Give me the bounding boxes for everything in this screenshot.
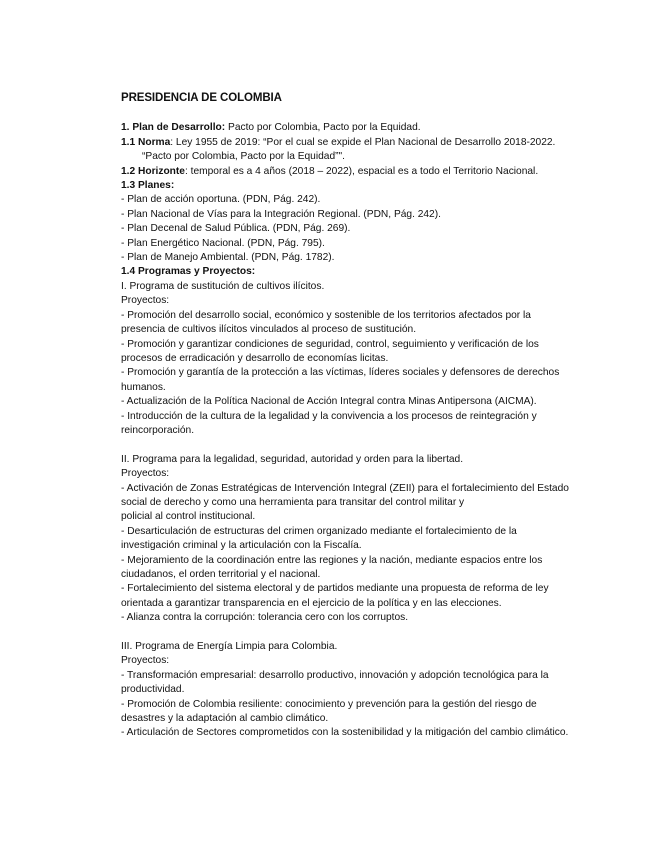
norma-text: : Ley 1955 de 2019: “Por el cual se expide el Plan Nacional de Desarrollo 2018-2022. [170, 136, 556, 148]
program3-line: - Transformación empresarial: desarrollo productivo, innovación y adopción tecnológica para la [121, 669, 549, 681]
program2-line: ciudadanos, el orden territorial y el nacional. [121, 568, 321, 580]
program2-proyectos-label: Proyectos: [121, 468, 170, 480]
program2-line: - Activación de Zonas Estratégicas de Intervención Integral (ZEII) para el fortalecimiento del Estado [121, 482, 569, 494]
program1-proyectos-label: Proyectos: [121, 295, 170, 307]
plan-item: - Plan Energético Nacional. (PDN, Pág. 795). [121, 237, 325, 249]
program2-line: - Desarticulación de estructuras del crimen organizado mediante el fortalecimiento de la [121, 525, 517, 537]
norma-line-2: “Pacto por Colombia, Pacto por la Equidad”". [142, 151, 345, 163]
horizonte-label: 1.2 Horizonte [121, 165, 185, 177]
program2-line: social de derecho y como una herramienta para transitar del control militar y [121, 496, 465, 508]
program1-line: - Promoción y garantía de la protección a las víctimas, líderes sociales y defensores de derechos [121, 367, 560, 379]
program1-title: I. Programa de sustitución de cultivos ilícitos. [121, 280, 325, 292]
program1-line: - Promoción y garantizar condiciones de seguridad, control, seguimiento y verificación de los [121, 338, 539, 350]
program1-line: procesos de erradicación y desarrollo de economías licitas. [121, 352, 389, 364]
horizonte-text: : temporal es a 4 años (2018 – 2022), espacial es a todo el Territorio Nacional. [184, 165, 539, 177]
program2-line: - Alianza contra la corrupción: tolerancia cero con los corruptos. [121, 612, 409, 624]
program2-line: policial al control institucional. [121, 511, 256, 523]
norma-label: 1.1 Norma [121, 136, 171, 148]
program3-title: III. Programa de Energía Limpia para Colombia. [121, 641, 338, 652]
plan-item: - Plan Nacional de Vías para la Integración Regional. (PDN, Pág. 242). [121, 208, 441, 220]
plan-label: 1. Plan de Desarrollo: [121, 122, 226, 134]
program1-line: - Promoción del desarrollo social, económico y sostenible de los territorios afectados por la [121, 309, 531, 321]
horizonte-line [121, 165, 594, 179]
program3-line: - Promoción de Colombia resiliente: conocimiento y prevención para la gestión del riesgo de [121, 698, 537, 710]
program1-line: - Actualización de la Política Nacional de Acción Integral contra Minas Antipersona (AICMA). [121, 396, 537, 408]
program2-line: investigación criminal y la articulación con la Fiscalía. [121, 540, 362, 552]
document-content [121, 91, 594, 741]
plan-item: - Plan de Manejo Ambiental. (PDN, Pág. 1782). [121, 252, 335, 264]
section-gap [121, 438, 594, 452]
plan-text: Pacto por Colombia, Pacto por la Equidad. [225, 122, 421, 134]
program3-line: desastres y la adaptación al cambio climático. [121, 713, 329, 725]
program2-line: orientada a garantizar transparencia en el ejercicio de la política y en las elecciones. [121, 597, 502, 609]
program2-title: II. Programa para la legalidad, seguridad, autoridad y orden para la libertad. [121, 453, 464, 465]
planes-label: 1.3 Planes: [121, 180, 175, 192]
program1-line: - Introducción de la cultura de la legalidad y la convivencia a los procesos de reintegración y [121, 410, 537, 422]
program3-proyectos-label: Proyectos: [121, 655, 170, 667]
program1-line: presencia de cultivos ilícitos vinculados al proceso de sustitución. [121, 324, 417, 336]
program2-line: - Fortalecimiento del sistema electoral y de partidos mediante una propuesta de reforma de ley [121, 583, 549, 595]
program2-line: - Mejoramiento de la coordinación entre las regiones y la nación, mediante espacios entre los [121, 554, 543, 566]
section-gap [121, 626, 594, 640]
plan-line [121, 121, 594, 135]
program3-line: productividad. [121, 684, 185, 696]
program1-line: reincorporación. [121, 424, 195, 436]
program1-line: humanos. [121, 381, 166, 393]
norma-line [121, 136, 594, 150]
document-title: PRESIDENCIA DE COLOMBIA [121, 92, 282, 104]
program3-line: - Articulación de Sectores comprometidos con la sostenibilidad y la mitigación del cambio climático. [121, 727, 569, 739]
plan-item: - Plan de acción oportuna. (PDN, Pág. 242). [121, 194, 321, 206]
plan-item: - Plan Decenal de Salud Pública. (PDN, Pág. 269). [121, 223, 351, 235]
programas-label: 1.4 Programas y Proyectos: [121, 266, 256, 278]
